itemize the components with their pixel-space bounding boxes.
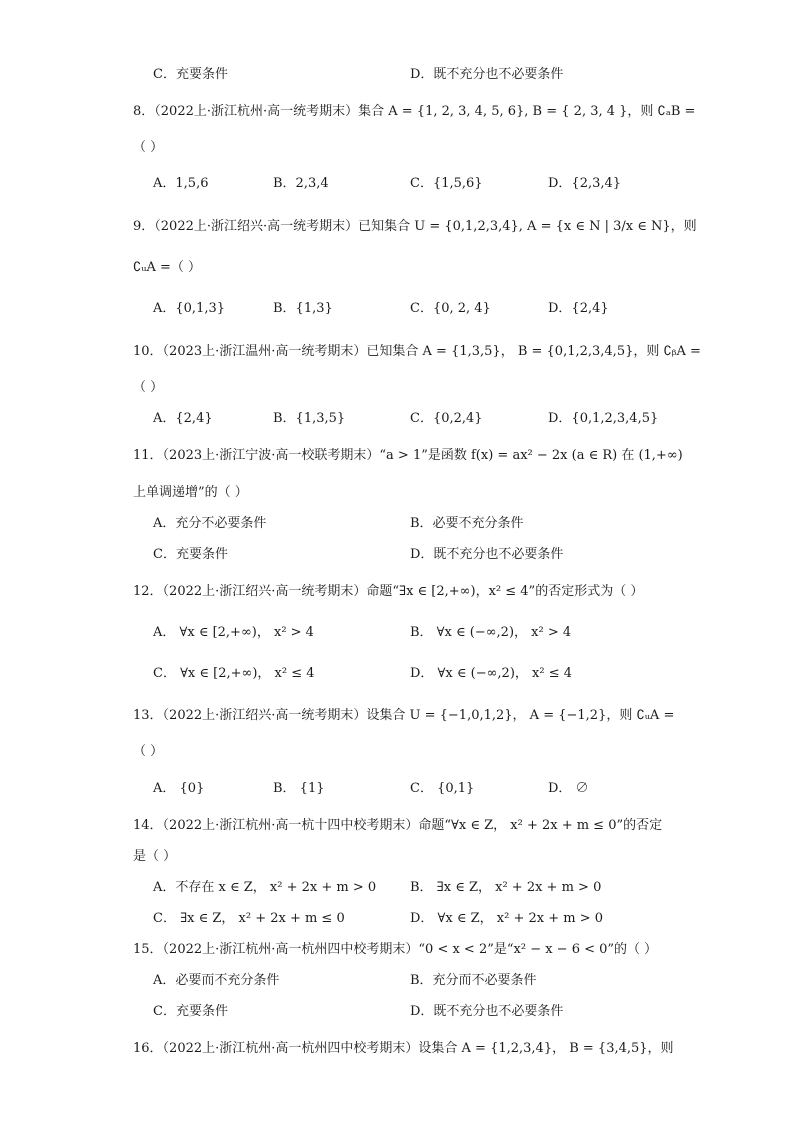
question-text: 8．（2022上·浙江杭州·高一统考期末）集合 A = {1, 2, 3, 4, 5, 6}, B = { 2, 3, 4 }，则 ∁ₐB = <box>133 104 696 119</box>
answer-option: A．不存在 x ∈ Z， x² + 2x + m > 0 <box>153 880 377 895</box>
question-text: 9．（2022上·浙江绍兴·高一统考期末）已知集合 U = {0,1,2,3,4}, A = {x ∈ N | 3/x ∈ N}，则 <box>133 219 697 234</box>
answer-option: B．充分而不必要条件 <box>410 973 537 988</box>
answer-option: B．{1,3,5} <box>273 411 346 426</box>
answer-option: D．{0,1,2,3,4,5} <box>548 411 659 426</box>
answer-option: D．既不充分也不必要条件 <box>410 547 564 562</box>
answer-option: B． ∀x ∈ (−∞,2)， x² > 4 <box>410 625 572 640</box>
question-text: 11．（2023上·浙江宁波·高一校联考期末）“a > 1”是函数 f(x) = ax² − 2x (a ∈ R) 在 (1,+∞) <box>133 448 683 463</box>
answer-option: C．{0, 2, 4} <box>410 301 491 316</box>
answer-option: A．{2,4} <box>153 411 213 426</box>
answer-option: A．必要而不充分条件 <box>153 973 280 988</box>
answer-option: B．必要不充分条件 <box>410 516 524 531</box>
question-text: 12．（2022上·浙江绍兴·高一统考期末）命题“∃x ∈ [2,+∞)，x² ≤ 4”的否定形式为（ ） <box>133 584 644 599</box>
answer-option: B．{1,3} <box>273 301 333 316</box>
question-text: （ ） <box>133 380 164 395</box>
answer-option: D．既不充分也不必要条件 <box>410 1004 564 1019</box>
answer-option: A．1,5,6 <box>153 176 209 191</box>
answer-option: D． ∅ <box>548 781 589 796</box>
answer-option: C．充要条件 <box>153 67 228 82</box>
answer-option: D． ∀x ∈ Z， x² + 2x + m > 0 <box>410 911 604 926</box>
answer-option: B． {1} <box>273 781 325 796</box>
question-text: 13．（2022上·浙江绍兴·高一统考期末）设集合 U = {−1,0,1,2}， A = {−1,2}，则 ∁ᵤA = <box>133 708 675 723</box>
answer-option: A． {0} <box>153 781 205 796</box>
answer-option: C．充要条件 <box>153 547 228 562</box>
question-text: （ ） <box>133 140 164 155</box>
answer-option: C．{1,5,6} <box>410 176 483 191</box>
answer-option: D． ∀x ∈ (−∞,2)， x² ≤ 4 <box>410 666 572 681</box>
answer-option: D．{2,4} <box>548 301 609 316</box>
answer-option: C． ∃x ∈ Z， x² + 2x + m ≤ 0 <box>153 911 345 926</box>
answer-option: A． ∀x ∈ [2,+∞)， x² > 4 <box>153 625 314 640</box>
answer-option: B．2,3,4 <box>273 176 329 191</box>
answer-option: C． ∀x ∈ [2,+∞)， x² ≤ 4 <box>153 666 315 681</box>
question-text: 是（ ） <box>133 849 177 864</box>
question-text: （ ） <box>133 744 164 759</box>
answer-option: D．{2,3,4} <box>548 176 622 191</box>
answer-option: C． {0,1} <box>410 781 475 796</box>
question-text: 上单调递增”的（ ） <box>133 485 248 500</box>
answer-option: D．既不充分也不必要条件 <box>410 67 564 82</box>
answer-option: A．{0,1,3} <box>153 301 226 316</box>
answer-option: A．充分不必要条件 <box>153 516 267 531</box>
question-text: 15．（2022上·浙江杭州·高一杭州四中校考期末）“0 < x < 2”是“x² − x − 6 < 0”的（ ） <box>133 942 658 957</box>
question-text: 14．（2022上·浙江杭州·高一杭十四中校考期末）命题“∀x ∈ Z， x² + 2x + m ≤ 0”的否定 <box>133 818 663 833</box>
answer-option: C．{0,2,4} <box>410 411 483 426</box>
question-text: 10．（2023上·浙江温州·高一统考期末）已知集合 A = {1,3,5}， B = {0,1,2,3,4,5}，则 ∁ᵦA = <box>133 344 701 359</box>
answer-option: B． ∃x ∈ Z， x² + 2x + m > 0 <box>410 880 602 895</box>
question-text: ∁ᵤA =（ ） <box>133 260 202 275</box>
answer-option: C．充要条件 <box>153 1004 228 1019</box>
question-text: 16．（2022上·浙江杭州·高一杭州四中校考期末）设集合 A = {1,2,3,4}， B = {3,4,5}，则 <box>133 1041 674 1056</box>
